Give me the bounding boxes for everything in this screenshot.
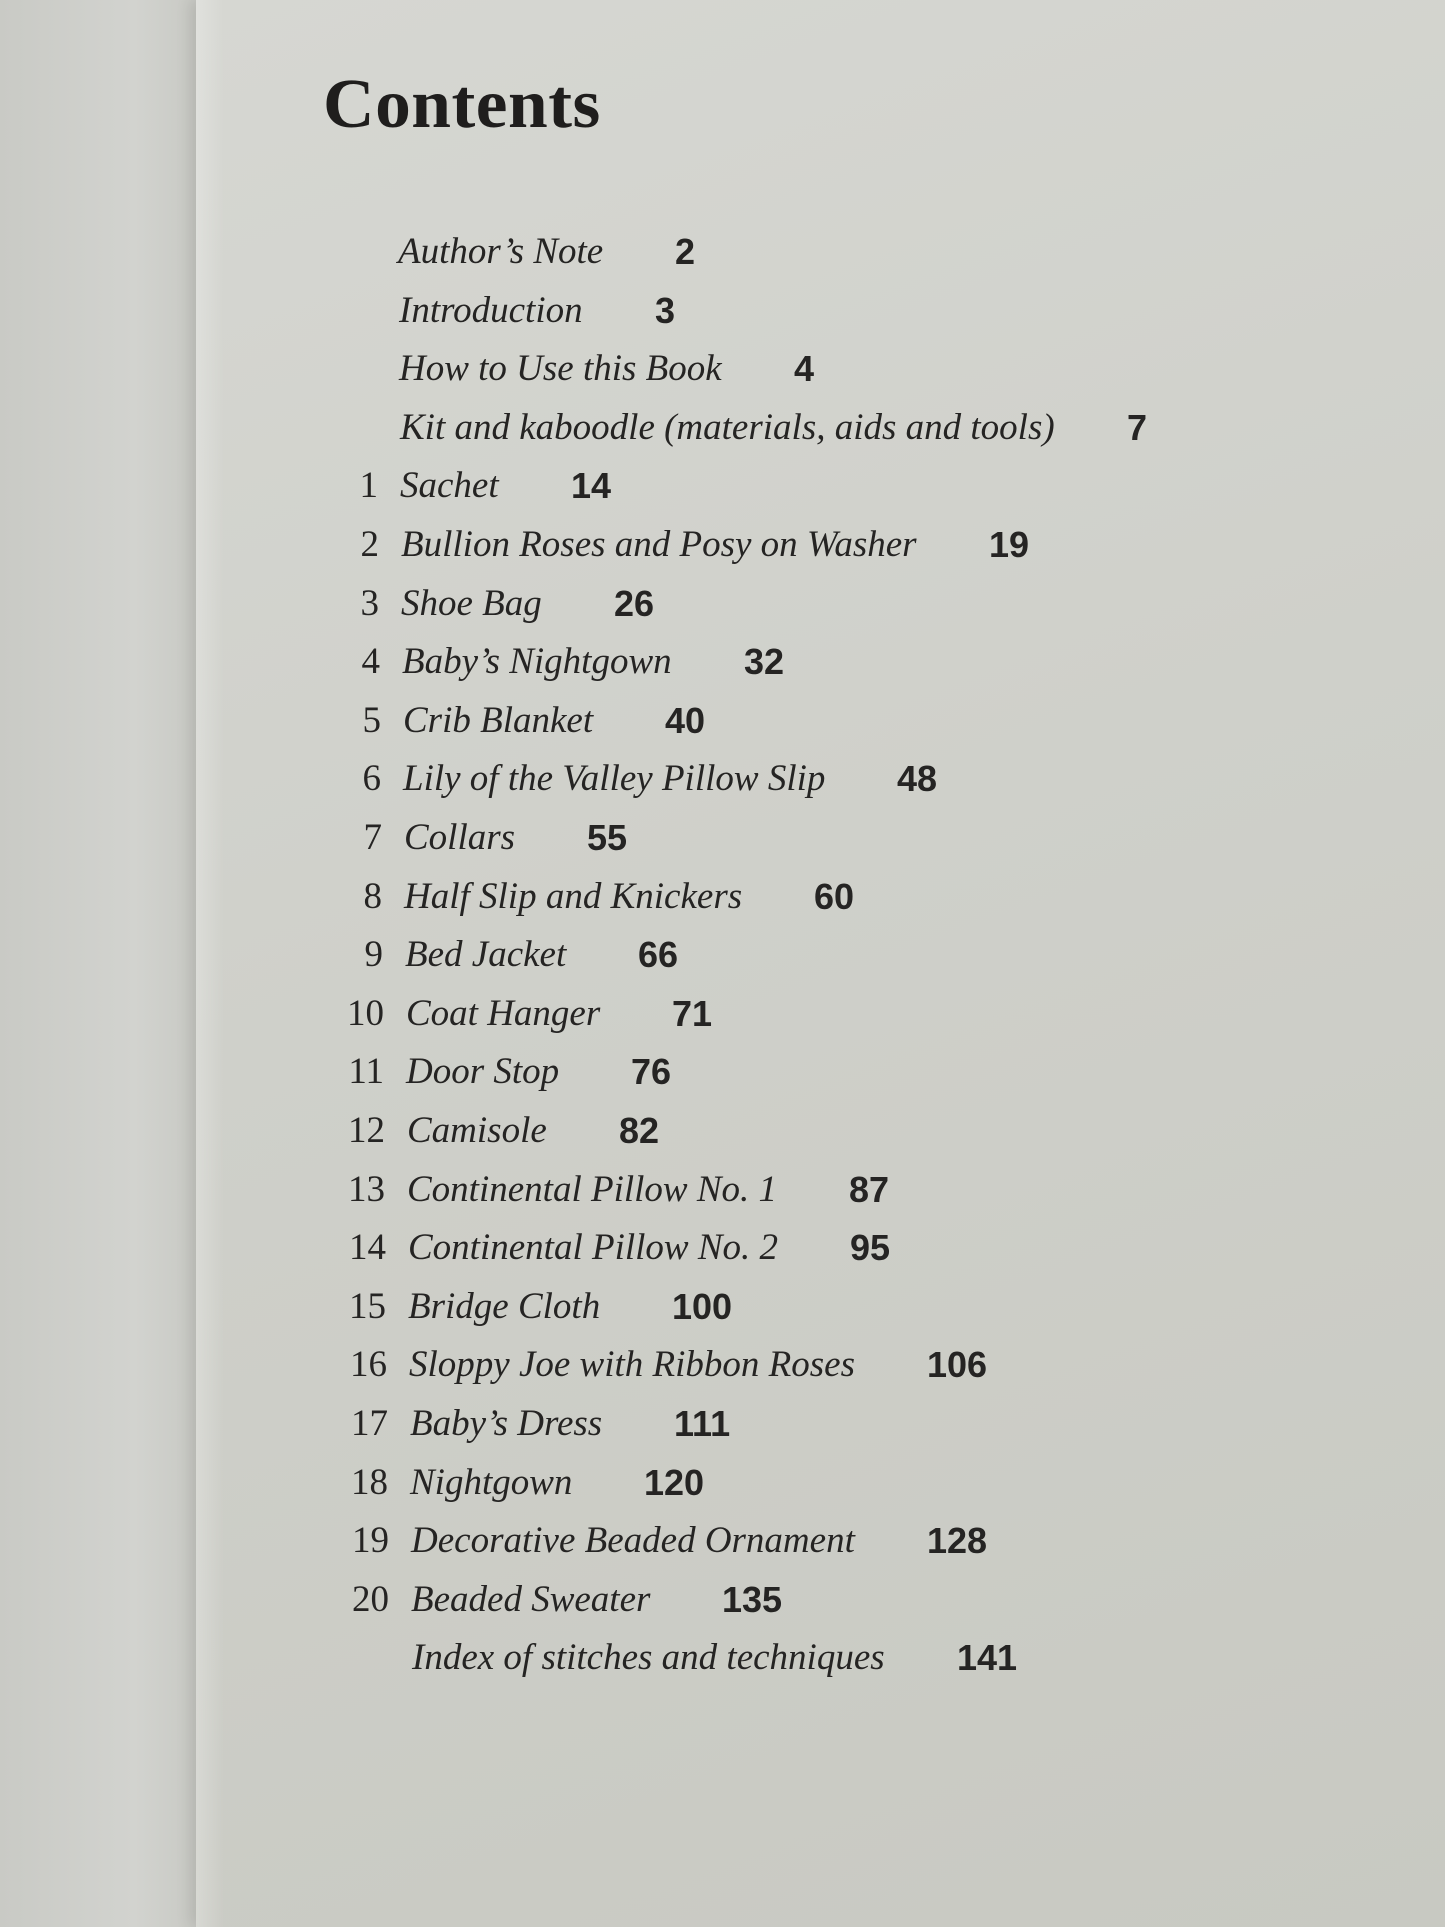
entry-page-number: 26 [614,583,655,624]
entry-page-number: 32 [744,641,785,682]
entry-page-number: 76 [631,1051,672,1092]
entry-label: Door Stop [406,1051,560,1092]
entry-label: Bridge Cloth [408,1286,601,1327]
entry-label: Baby’s Nightgown [402,641,672,682]
entry-page-number: 48 [897,758,938,799]
entry-label: Half Slip and Knickers [404,876,743,917]
entry-number: 16 [350,1344,387,1385]
page-title: Contents [323,66,601,143]
entry-page-number: 7 [1127,407,1148,448]
entry-number: 9 [364,934,383,975]
entry-number: 17 [351,1403,388,1444]
page-gutter-highlight [196,0,224,1927]
entry-page-number: 60 [814,876,855,917]
left-page-edge [0,0,225,1927]
entry-number: 12 [348,1110,385,1151]
entry-label: Index of stitches and techniques [412,1637,885,1678]
entry-page-number: 106 [927,1344,988,1385]
entry-label: Continental Pillow No. 2 [408,1227,779,1268]
entry-number: 13 [348,1169,385,1210]
entry-label: Camisole [407,1110,547,1151]
entry-label: Nightgown [410,1462,573,1503]
entry-number: 2 [360,524,379,565]
entry-number: 15 [349,1286,386,1327]
entry-page-number: 141 [957,1637,1018,1678]
entry-label: Author’s Note [398,231,604,272]
entry-page-number: 120 [644,1462,705,1503]
entry-label: Collars [404,817,516,858]
entry-label: Coat Hanger [406,993,601,1034]
entry-label: Lily of the Valley Pillow Slip [403,758,826,799]
entry-number: 20 [352,1579,389,1620]
entry-page-number: 2 [675,231,696,272]
entry-number: 4 [361,641,380,682]
entry-number: 10 [347,993,384,1034]
entry-number: 8 [363,876,382,917]
entry-page-number: 95 [850,1227,891,1268]
entry-label: Continental Pillow No. 1 [407,1169,778,1210]
entry-label: How to Use this Book [399,348,722,389]
entry-page-number: 82 [619,1110,660,1151]
entry-label: Bed Jacket [405,934,567,975]
entry-page-number: 71 [672,993,713,1034]
entry-page-number: 135 [722,1579,783,1620]
entry-page-number: 128 [927,1520,988,1561]
entry-number: 7 [363,817,382,858]
entry-page-number: 14 [571,465,612,506]
entry-label: Kit and kaboodle (materials, aids and tools) [400,407,1055,448]
entry-page-number: 111 [674,1403,731,1444]
entry-number: 5 [362,700,381,741]
entry-number: 11 [348,1051,384,1092]
entry-page-number: 66 [638,934,679,975]
entry-label: Bullion Roses and Posy on Washer [401,524,917,565]
entry-label: Sachet [400,465,499,506]
entry-number: 6 [362,758,381,799]
entry-label: Decorative Beaded Ornament [411,1520,855,1561]
entry-label: Crib Blanket [403,700,594,741]
entry-label: Introduction [399,290,583,331]
entry-number: 14 [349,1227,386,1268]
entry-label: Sloppy Joe with Ribbon Roses [409,1344,855,1385]
entry-number: 18 [351,1462,388,1503]
entry-page-number: 87 [849,1169,890,1210]
entry-number: 3 [360,583,379,624]
entry-label: Beaded Sweater [411,1579,651,1620]
entry-page-number: 4 [794,348,815,389]
entry-number: 1 [359,465,378,506]
entry-number: 19 [352,1520,389,1561]
entry-page-number: 19 [989,524,1030,565]
entry-page-number: 100 [672,1286,733,1327]
entry-page-number: 40 [665,700,706,741]
entry-label: Shoe Bag [401,583,542,624]
entry-label: Baby’s Dress [410,1403,603,1444]
entry-page-number: 3 [655,290,676,331]
entry-page-number: 55 [587,817,628,858]
